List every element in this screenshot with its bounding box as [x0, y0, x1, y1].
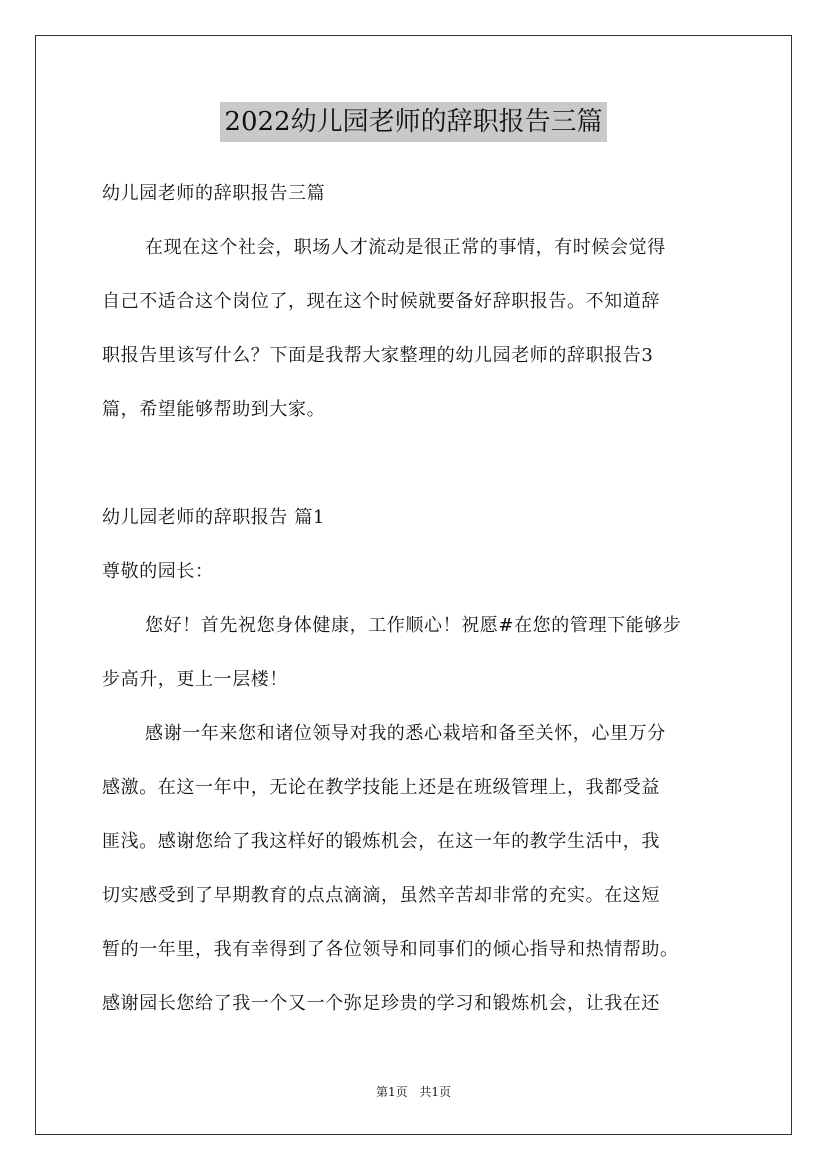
- paragraph-line: 在现在这个社会，职场人才流动是很正常的事情，有时候会觉得: [145, 237, 666, 258]
- paragraph-line: 感谢一年来您和诸位领导对我的悉心栽培和备至关怀，心里万分: [145, 723, 666, 744]
- paragraph-line: 您好！首先祝您身体健康，工作顺心！祝愿#在您的管理下能够步: [145, 615, 682, 636]
- paragraph-line: 职报告里该写什么？下面是我帮大家整理的幼儿园老师的辞职报告3: [102, 345, 654, 366]
- paragraph-line: 暂的一年里，我有幸得到了各位领导和同事们的倾心指导和热情帮助。: [102, 939, 679, 960]
- paragraph-line: 自己不适合这个岗位了，现在这个时候就要备好辞职报告。不知道辞: [102, 291, 660, 312]
- paragraph-line: 匪浅。感谢您给了我这样好的锻炼机会，在这一年的教学生活中，我: [102, 831, 660, 852]
- document-subtitle: 幼儿园老师的辞职报告三篇: [102, 183, 326, 204]
- paragraph-line: 切实感受到了早期教育的点点滴滴，虽然辛苦却非常的充实。在这短: [102, 885, 660, 906]
- page-footer: [0, 1084, 827, 1100]
- title-container: [0, 102, 827, 142]
- paragraph-line: 感激。在这一年中，无论在教学技能上还是在班级管理上，我都受益: [102, 777, 660, 798]
- paragraph-line: 步高升，更上一层楼！: [102, 669, 288, 690]
- salutation: 尊敬的园长：: [102, 561, 214, 582]
- section-heading: 幼儿园老师的辞职报告 篇1: [102, 507, 325, 528]
- paragraph-line: 感谢园长您给了我一个又一个弥足珍贵的学习和锻炼机会，让我在还: [102, 993, 660, 1014]
- page-number: 第1页: [375, 1085, 408, 1099]
- page-total: 共1页: [419, 1085, 452, 1099]
- document-title: 2022幼儿园老师的辞职报告三篇: [220, 102, 606, 142]
- paragraph-line: 篇，希望能够帮助到大家。: [102, 399, 326, 420]
